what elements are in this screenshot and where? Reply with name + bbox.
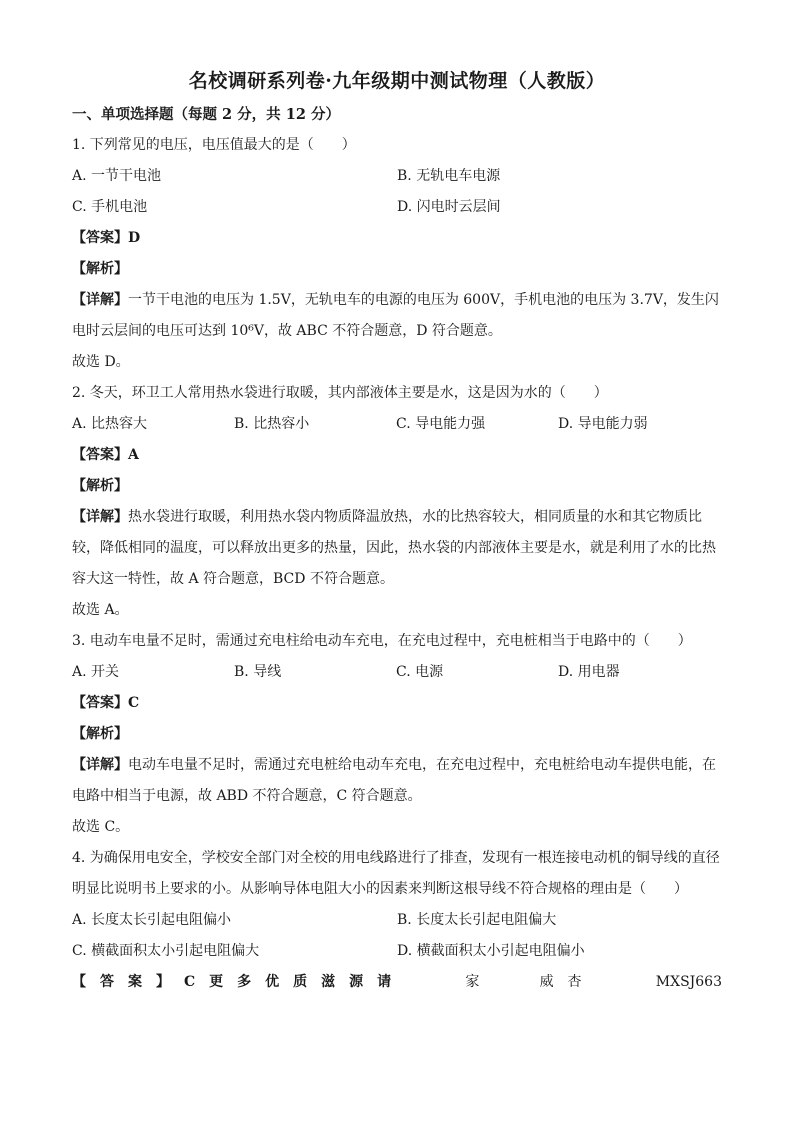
footer-code: MXSJ663: [655, 974, 722, 990]
footer-mid2-text: 威杏: [539, 974, 596, 990]
q4-option-d: D. 横截面积太小引起电阻偏小: [397, 943, 585, 959]
q2-detail-text: 热水袋进行取暖，利用热水袋内物质降温放热，水的比热容较大，相同质量的水和其它物质比较，降低相同的温度，可以释放出更多的热量，因此，热水袋的内部液体主要是水，就是利用了水的比热容大这一特性，故 A 符合题意，BCD 不符合题意。: [72, 509, 716, 587]
q1-options-row-1: [72, 161, 722, 192]
q1-detail-tag: 【详解】: [72, 292, 128, 308]
q3-detail: [72, 750, 722, 812]
question-3: 3. 电动车电量不足时，需通过充电柱给电动车充电，在充电过程中，充电桩相当于电路中的（ ）: [72, 633, 692, 649]
question-1: 1. 下列常见的电压，电压值最大的是（ ）: [72, 137, 356, 153]
q4-option-b: B. 长度太长引起电阻偏大: [397, 912, 557, 928]
q2-option-c: C. 导电能力强: [396, 416, 486, 432]
q1-option-d: D. 闪电时云层间: [397, 199, 501, 215]
footer-line: [72, 967, 722, 998]
q1-options-row-2: [72, 192, 722, 223]
q1-detail: [72, 285, 722, 347]
q3-options-row: [72, 657, 722, 688]
q2-detail-tag: 【详解】: [72, 509, 128, 525]
q4-options-row-1: [72, 905, 722, 936]
footer-left-text: 【答案】C更多优质滋源请: [72, 974, 406, 990]
q4-options-row-2: [72, 936, 722, 967]
q3-option-d: D. 用电器: [558, 664, 620, 680]
q1-conclusion: 故选 D。: [72, 354, 130, 370]
q3-analysis: 【解析】: [72, 726, 128, 742]
q1-detail-text: 一节干电池的电压为 1.5V，无轨电车的电源的电压为 600V，手机电池的电压为 3.7V，发生闪电时云层间的电压可达到 10⁶V，故 ABC 不符合题意，D 符合题意。: [72, 292, 719, 339]
q2-detail: [72, 502, 722, 595]
q2-option-b: B. 比热容小: [234, 416, 310, 432]
q3-detail-text: 电动车电量不足时，需通过充电桩给电动车充电，在充电过程中，充电桩给电动车提供电能，在电路中相当于电源，故 ABD 不符合题意，C 符合题意。: [72, 757, 716, 804]
page-title: 名校调研系列卷·九年级期中测试物理（人教版）: [188, 70, 606, 92]
q1-option-a: A. 一节干电池: [72, 168, 162, 184]
q2-analysis: 【解析】: [72, 478, 128, 494]
question-4: 4. 为确保用电安全，学校安全部门对全校的用电线路进行了排查，发现有一根连接电动机的铜导线的直径明显比说明书上要求的小。从影响导体电阻大小的因素来判断这根导线不符合规格的理由是（ ）: [72, 850, 720, 897]
document-page: [72, 60, 722, 998]
q2-answer: 【答案】A: [72, 447, 139, 463]
q4-option-c: C. 横截面积太小引起电阻偏大: [72, 943, 260, 959]
q3-answer: 【答案】C: [72, 695, 140, 711]
q2-options-row: [72, 409, 722, 440]
q1-option-b: B. 无轨电车电源: [397, 168, 501, 184]
q3-option-a: A. 开关: [72, 664, 120, 680]
q2-conclusion: 故选 A。: [72, 602, 129, 618]
q3-option-c: C. 电源: [396, 664, 444, 680]
q1-option-c: C. 手机电池: [72, 199, 148, 215]
q1-answer: 【答案】D: [72, 230, 141, 246]
section-heading: 一、单项选择题（每题 2 分，共 12 分）: [72, 106, 340, 123]
q3-detail-tag: 【详解】: [72, 757, 128, 773]
question-2: 2. 冬天，环卫工人常用热水袋进行取暖，其内部液体主要是水，这是因为水的（ ）: [72, 385, 608, 401]
q3-conclusion: 故选 C。: [72, 819, 130, 835]
q2-option-a: A. 比热容大: [72, 416, 148, 432]
q2-option-d: D. 导电能力弱: [558, 416, 648, 432]
q4-option-a: A. 长度太长引起电阻偏小: [72, 912, 232, 928]
q1-analysis: 【解析】: [72, 261, 128, 277]
q3-option-b: B. 导线: [234, 664, 282, 680]
footer-mid-text: 家: [465, 974, 480, 990]
